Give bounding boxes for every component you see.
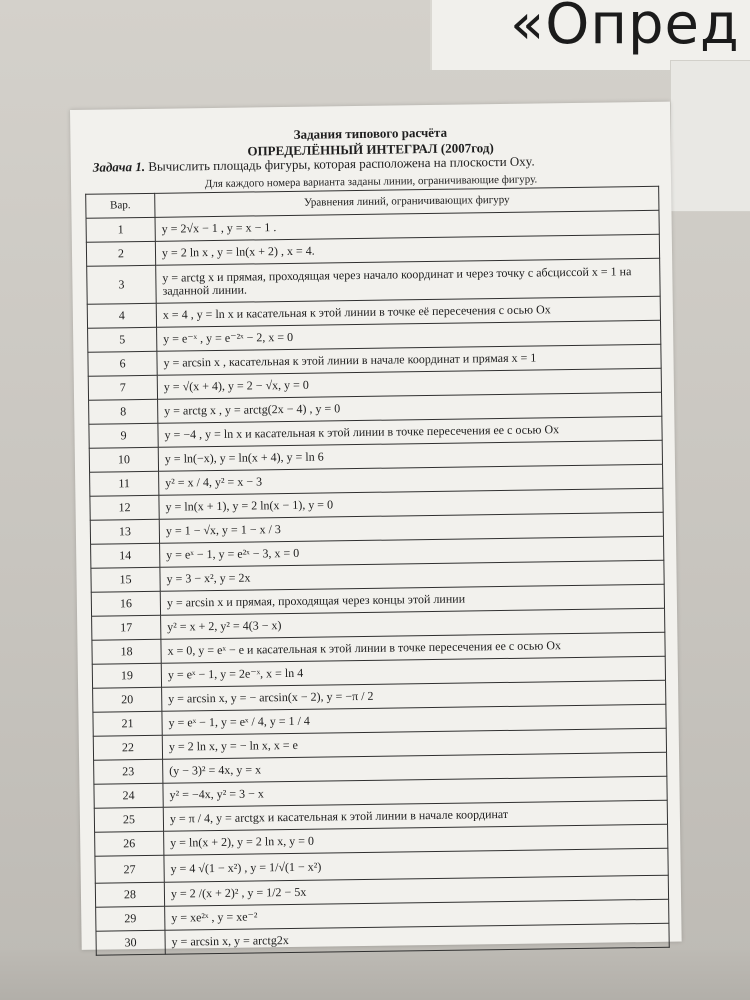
variant-number: 10 bbox=[89, 447, 158, 472]
variant-equations: x = 4 , y = ln x и касательная к этой линии в точке её пересечения с осью Ox bbox=[156, 296, 660, 327]
header-equations: Уравнения линий, ограничивающих фигуру bbox=[155, 186, 659, 217]
variant-number: 27 bbox=[95, 855, 164, 883]
variant-equations: y = arcsin x, y = − arcsin(x − 2), y = −π / 2 bbox=[162, 680, 666, 711]
variant-number: 30 bbox=[96, 930, 165, 955]
variant-equations: y = arctg x , y = arctg(2x − 4) , y = 0 bbox=[158, 392, 662, 423]
variant-number: 1 bbox=[86, 217, 155, 242]
variant-equations: y² = x + 2, y² = 4(3 − x) bbox=[161, 608, 665, 639]
variant-number: 22 bbox=[93, 735, 162, 760]
variant-equations: y = eˣ − 1, y = eˣ / 4, y = 1 / 4 bbox=[162, 704, 666, 735]
variant-equations: y = 1 − √x, y = 1 − x / 3 bbox=[159, 512, 663, 543]
variant-number: 8 bbox=[89, 399, 158, 424]
variant-number: 29 bbox=[96, 906, 165, 931]
variant-number: 28 bbox=[95, 882, 164, 907]
variant-equations: y = arcsin x, y = arctg2x bbox=[165, 923, 669, 954]
floor-shadow bbox=[0, 950, 750, 1000]
variant-equations: y = 3 − x², y = 2x bbox=[160, 560, 664, 591]
header-variant: Вар. bbox=[86, 193, 155, 218]
variant-equations: y = −4 , y = ln x и касательная к этой линии в точке пересечения ее с осью Ox bbox=[158, 416, 662, 447]
variant-equations: (y − 3)² = 4x, y = x bbox=[163, 752, 667, 783]
variant-equations: y = eˣ − 1, y = 2e⁻ˣ, x = ln 4 bbox=[161, 656, 665, 687]
variant-number: 16 bbox=[91, 591, 160, 616]
variant-equations: y = 4 √(1 − x²) , y = 1/√(1 − x²) bbox=[164, 848, 668, 882]
variant-number: 24 bbox=[94, 783, 163, 808]
task-label: Задача 1. bbox=[92, 158, 146, 175]
variant-number: 5 bbox=[88, 327, 157, 352]
variant-equations: y = 2 ln x, y = − ln x, x = e bbox=[162, 728, 666, 759]
variant-equations: y = arcsin x , касательная к этой линии в начале координат и прямая x = 1 bbox=[157, 344, 661, 375]
variant-number: 9 bbox=[89, 423, 158, 448]
variant-number: 4 bbox=[87, 303, 156, 328]
variant-equations: y = eˣ − 1, y = e²ˣ − 3, x = 0 bbox=[160, 536, 664, 567]
variant-equations: y = 2√x − 1 , y = x − 1 . bbox=[155, 210, 659, 241]
variant-number: 20 bbox=[93, 687, 162, 712]
variant-equations: y = arctg x и прямая, проходящая через начало координат и через точку с абсциссой x = 1 на заданной линии. bbox=[156, 258, 660, 303]
variant-number: 12 bbox=[90, 495, 159, 520]
variant-number: 23 bbox=[94, 759, 163, 784]
side-paper bbox=[670, 60, 750, 212]
variant-number: 11 bbox=[90, 471, 159, 496]
variant-equations: y = ln(x + 2), y = 2 ln x, y = 0 bbox=[164, 824, 668, 855]
variant-number: 2 bbox=[86, 241, 155, 266]
variants-table bbox=[85, 186, 670, 956]
variant-equations: y = √(x + 4), y = 2 − √x, y = 0 bbox=[157, 368, 661, 399]
variant-number: 17 bbox=[92, 615, 161, 640]
variant-number: 15 bbox=[91, 567, 160, 592]
variant-number: 13 bbox=[90, 519, 159, 544]
variant-equations: y² = x / 4, y² = x − 3 bbox=[159, 464, 663, 495]
variant-number: 26 bbox=[95, 831, 164, 856]
variant-number: 21 bbox=[93, 711, 162, 736]
sheet-subtitle: ОПРЕДЕЛЁННЫЙ ИНТЕГРАЛ (2007год) bbox=[247, 140, 494, 159]
variant-equations: x = 0, y = eˣ − e и касательная к этой линии в точке пересечения ее с осью Ox bbox=[161, 632, 665, 663]
task-text: Вычислить площадь фигуры, которая расположена на плоскости Oxy. bbox=[148, 153, 535, 174]
table-body bbox=[86, 210, 669, 955]
variant-equations: y = ln(x + 1), y = 2 ln(x − 1), y = 0 bbox=[159, 488, 663, 519]
variant-number: 6 bbox=[88, 351, 157, 376]
variant-equations: y = 2 ln x , y = ln(x + 2) , x = 4. bbox=[155, 234, 659, 265]
variant-number: 18 bbox=[92, 639, 161, 664]
variant-equations: y = ln(−x), y = ln(x + 4), y = ln 6 bbox=[158, 440, 662, 471]
variant-number: 7 bbox=[88, 375, 157, 400]
variant-number: 25 bbox=[94, 807, 163, 832]
variant-number: 3 bbox=[87, 265, 157, 304]
assignment-sheet bbox=[70, 102, 682, 950]
variant-equations: y = xe²ˣ , y = xe⁻² bbox=[165, 899, 669, 930]
variant-number: 14 bbox=[91, 543, 160, 568]
sheet-title: Задания типового расчёта bbox=[293, 124, 448, 142]
variant-number: 19 bbox=[92, 663, 161, 688]
task-note: Для каждого номера варианта заданы линии, ограничивающие фигуру. bbox=[204, 173, 538, 191]
variant-equations: y = π / 4, y = arctgx и касательная к этой линии в начале координат bbox=[163, 800, 667, 831]
banner-text: «Опред bbox=[510, 0, 740, 57]
variant-equations: y² = −4x, y² = 3 − x bbox=[163, 776, 667, 807]
variant-equations: y = 2 /(x + 2)² , y = 1/2 − 5x bbox=[164, 875, 668, 906]
variant-equations: y = arcsin x и прямая, проходящая через концы этой линии bbox=[160, 584, 664, 615]
variant-equations: y = e⁻ˣ , y = e⁻²ˣ − 2, x = 0 bbox=[157, 320, 661, 351]
